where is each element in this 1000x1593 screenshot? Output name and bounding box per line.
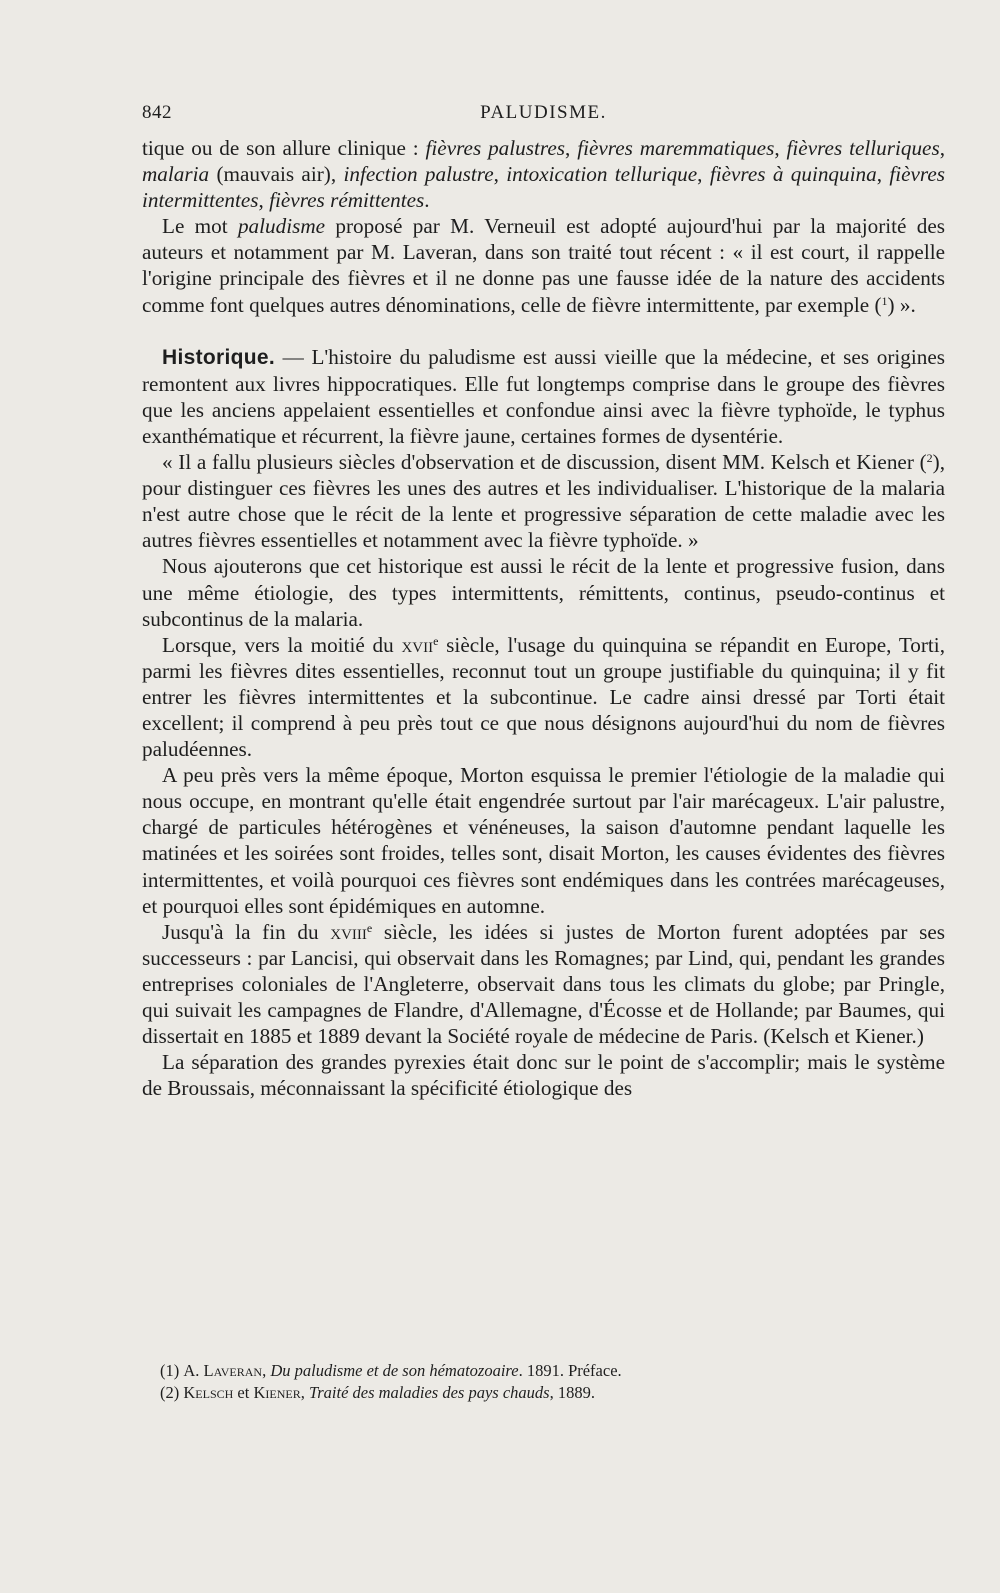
running-head bbox=[142, 96, 945, 126]
paragraph-5: Nous ajouterons que cet historique est aussi le récit de la lente et progressive fusion, dans une même étiologie, des types intermittents, rémittents, continus, pseudo-continus et subcontinus de la malaria. bbox=[142, 554, 945, 631]
paragraph-2 bbox=[142, 213, 945, 317]
text-run: , bbox=[262, 1361, 271, 1380]
text-run: Jusqu'à la fin du bbox=[162, 919, 331, 944]
italic-term: infection palustre bbox=[343, 162, 494, 187]
footnotes bbox=[160, 1360, 930, 1404]
text-run: , bbox=[565, 136, 578, 160]
italic-term: malaria bbox=[142, 162, 210, 187]
footnote-1 bbox=[160, 1360, 930, 1382]
italic-term: fièvres telluriques bbox=[786, 136, 940, 160]
paragraph-9: La séparation des grandes pyrexies était donc sur le point de s'accomplir; mais le système de Broussais, méconnaissant la spécificité étiologique des bbox=[142, 1050, 945, 1101]
text-run: ) ». bbox=[887, 292, 916, 317]
superscript: e bbox=[433, 633, 439, 648]
footnote-ref: 2 bbox=[926, 451, 933, 466]
text-run: , bbox=[300, 1383, 309, 1402]
text-run: . bbox=[424, 188, 430, 213]
paragraph-1 bbox=[142, 135, 945, 213]
text-run: siècle, l'usage du quinquina se répandit en Europe, Torti, parmi les fièvres dites essentielles, reconnut tout un groupe justifiable du quinquina; il y fit entrer les fièvres intermittentes et la subcontinue. Le cadre ainsi dressé par Torti était excellent; il comprend à peu près tout ce que nous désignons aujourd'hui du nom de fièvres paludéennes. bbox=[142, 632, 945, 762]
section-heading: Historique. bbox=[162, 345, 275, 369]
text-run: tique ou de son allure clinique : bbox=[142, 136, 426, 160]
italic-term: fièvres rémittentes bbox=[269, 188, 425, 213]
italic-term: intoxication tellurique bbox=[506, 162, 698, 187]
text-run: Lorsque, vers la moitié du bbox=[162, 632, 402, 657]
paragraph-7: A peu près vers la même époque, Morton esquissa le premier l'étiologie de la maladie qui nous occupe, en montrant qu'elle était engendrée surtout par l'air marécageux. L'air palustre, chargé de particules hétérogènes et vénéneuses, la saison d'automne pendant laquelle les matinées et les soirées sont froides, telles sont, disait Morton, les causes évidentes des fièvres intermittentes, et voilà pourquoi ces fièvres sont endémiques dans les contrées marécageuses, et pourquoi elles sont épidémiques en automne. bbox=[142, 763, 945, 918]
text-run: , bbox=[939, 136, 946, 160]
italic-term: fièvres intermittentes bbox=[142, 162, 946, 213]
text-run: , bbox=[493, 162, 507, 187]
text-run: , bbox=[774, 136, 787, 160]
footnote-ref: 1 bbox=[881, 293, 888, 308]
page-number: 842 bbox=[142, 102, 172, 123]
text-run: ), pour distinguer ces fièvres les unes des autres et les individualiser. L'historique de la malaria n'est autre chose que le récit de la lente et progressive séparation de cette maladie avec les autres fièvres essentielles et notamment avec la fièvre typhoïde. » bbox=[142, 450, 945, 553]
footnote-2 bbox=[160, 1382, 930, 1404]
footnote-author: Kelsch bbox=[183, 1383, 234, 1402]
text-run: , bbox=[697, 162, 710, 187]
text-run: , bbox=[258, 188, 270, 213]
text-run: et bbox=[233, 1383, 254, 1402]
footnote-title: Du paludisme et de son hématozoaire bbox=[270, 1361, 519, 1380]
text-run: , 1889. bbox=[549, 1383, 595, 1402]
text-run: siècle, les idées si justes de Morton furent adoptées par ses successeurs : par Lancisi, qui observait dans les Romagnes; par Lind, qui, pendant les grandes entreprises coloniales de l'Angleterre, observait dans tous les climats du globe; par Pringle, qui suivait les campagnes de Flandre, d'Allemagne, d'Écosse et de Hollande; par Baumes, qui dissertait en 1885 et 1889 devant la Société royale de médecine de Paris. (Kelsch et Kiener.) bbox=[142, 919, 945, 1049]
century-numeral: xvii bbox=[401, 632, 434, 657]
text-run: proposé par M. Verneuil est adopté aujourd'hui par la majorité des auteurs et notamment par M. Laveran, dans son traité tout récent : « il est court, il rappelle l'origine principale des fièvres et il ne donne pas une fausse idée de la nature des accidents comme font quelques autres dénominations, celle de fièvre intermittente, par exemple ( bbox=[142, 214, 945, 317]
footnote-mark: (1) bbox=[160, 1361, 180, 1380]
italic-term: paludisme bbox=[237, 214, 326, 239]
paragraph-8 bbox=[142, 919, 945, 1049]
running-title: PALUDISME. bbox=[480, 102, 607, 123]
paragraph-4 bbox=[142, 449, 945, 553]
text-run: . 1891. Préface. bbox=[518, 1361, 622, 1380]
footnote-mark: (2) bbox=[160, 1383, 180, 1402]
text-run: Le mot bbox=[162, 214, 238, 239]
text-run: (mauvais air), bbox=[209, 162, 344, 187]
century-numeral: xviii bbox=[330, 919, 367, 944]
footnote-author: Kiener bbox=[253, 1383, 301, 1402]
italic-term: fièvres à quinquina bbox=[709, 162, 877, 187]
body-text bbox=[142, 135, 945, 1101]
paragraph-6 bbox=[142, 632, 945, 762]
text-run: « Il a fallu plusieurs siècles d'observation et de discussion, disent MM. Kelsch et Kiener ( bbox=[162, 450, 927, 475]
italic-term: fièvres maremmatiques bbox=[577, 136, 775, 160]
text-run: — L'histoire du paludisme est aussi vieille que la médecine, et ses origines remontent aux livres hippocratiques. Elle fut longtemps comprise dans le groupe des fièvres que les anciens appelaient essentielles et confondue ainsi avec la fièvre typhoïde, le typhus exanthématique et récurrent, la fièvre jaune, certaines formes de dysentérie. bbox=[142, 344, 945, 448]
text-run: , bbox=[876, 162, 890, 187]
footnote-author: A. Laveran bbox=[183, 1361, 263, 1380]
paragraph-historique bbox=[142, 344, 945, 449]
superscript: e bbox=[366, 920, 373, 935]
footnote-title: Traité des maladies des pays chauds bbox=[308, 1383, 550, 1402]
italic-term: fièvres palustres bbox=[425, 136, 565, 160]
